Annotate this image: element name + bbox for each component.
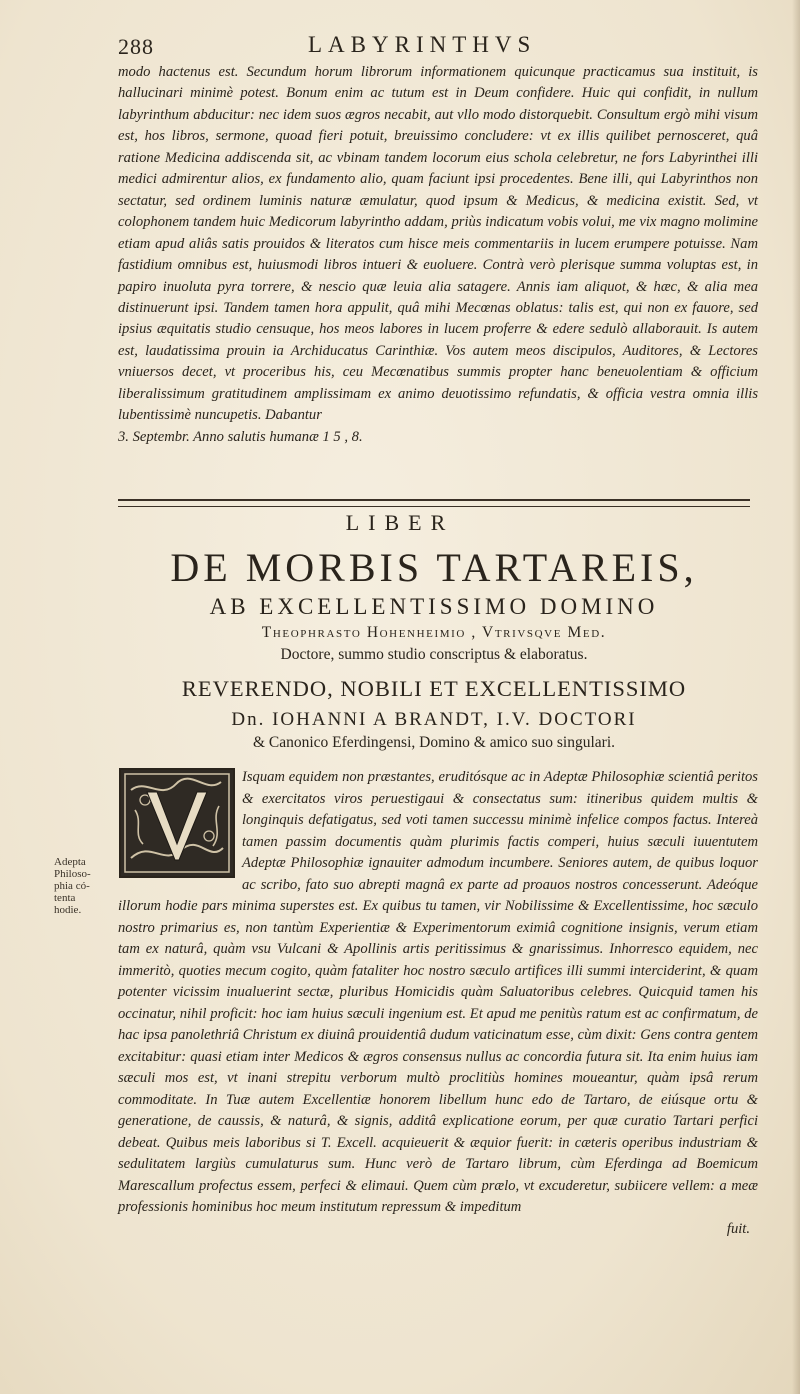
dedication-heading: REVERENDO, NOBILI ET EXCELLENTISSIMO xyxy=(181,676,687,701)
section-rule xyxy=(118,499,750,507)
title-main: DE MORBIS TARTAREIS, xyxy=(170,545,698,590)
margin-note-line: Philoso- xyxy=(54,868,91,880)
title-author: Theophrasto Hohenheimio , Vtrivsqve Med. xyxy=(261,624,607,641)
folio-number: 288 xyxy=(118,34,154,59)
margin-note-line: phia có- xyxy=(54,880,90,892)
title-liber: LIBER xyxy=(345,510,455,535)
intro-paragraph: modo hactenus est. Secundum horum librorum informationem quicunque practicamus sua instituit, is hallucinari minimè potest. Bonum enim ac tutum est in Deum confidere. Huic qui confidit, in nullum labyrinthum abducitur: nec idem suos ægros necabit, aut vllo modo distorquebit. Consultum ergò mihi visum est, hos libros, sermone, quoad fieri potuit, breuissimo concludere: vt ex illis quilibet pernosceret, quâ ratione Medicina addiscenda sit, ac vbinam tandem locorum eius schola celebretur, ne fors Labyrinthei illi medici admirentur alios, ex fundamento alio, quam faciunt ipsi procedentes. Bene illi, qui Labyrinthos non sectatur, sed ordinem luminis naturæ æmulatur, quod ipsum & Medicus, & medicina existit. Sed, vt colophonem tandem huic Medicorum labyrintho addam, priùs indicatum vobis volui, me vix magno molimine etiam apud aliâs satis prouidos & literatos cum hisce meis commentariis in lucem erumpere potuisse. Nam fastidium omnibus est, huiusmodi libros intueri & euoluere. Contrà verò plerisque summa voluptas est, in papiro inuoluta pyra torrere, & nescio quæ leuia alia satagere. Annis iam aliquot, & hæc, & alia mea distinuerunt ipsi. Tandem tamen hora appulit, quâ mihi Mecœnas oblatus: talis est, qui non ex fauore, sed ipsius æquitatis studio censuque, hos meos labores in lucem proferre & edere sedulò allaborauit. Is autem est, laudatissima prouin ia Archiducatus Carinthiæ. Vos autem meos discipulos, Auditores, & Lectores vniuersos decet, vt proceribus his, ceu Mecœnatibus summis propter hanc beneuolentiam & officium liberalissimum gratitudinem amplissimam ex animo deuotissimo refundatis, & officia vestra omnia illis lubentissimè nuncupetis. Dabantur xyxy=(118,64,758,424)
margin-note-line: Adepta xyxy=(54,856,86,868)
dedicatee-title: & Canonico Eferdingensi, Domino & amico suo singulari. xyxy=(252,734,616,751)
dedication-paragraph xyxy=(118,767,758,1219)
page-edge-shadow xyxy=(792,0,800,1394)
margin-note xyxy=(54,856,114,916)
dedicatee-name: Dn. IOHANNI A BRANDT, I.V. DOCTORI xyxy=(231,709,637,730)
dedication-text-block xyxy=(118,767,758,1240)
running-title: LABYRINTHVS xyxy=(308,32,537,57)
title-doctore: Doctore, summo studio conscriptus & elaboratus. xyxy=(280,646,588,663)
dedication-opening: Isquam equidem non præstantes, eruditósque ac in Adeptæ Philosophiæ scientiâ peritos & exercitatos viros peruestigaui & consectatus sum: itineribus quidem multis & longinquis defatigatus, sed voti tamen successu minimè infelice compos factus. Intereà tamen passim documentis quàm plurimis factis comperi, huius sæculi iuuentutem Adeptæ Philosophiæ ignauiter admodum incumbere. Seniores autem, de quibus loquor ac scribo, fato suo abrepti magnâ ex parte ad proauos nostros concesserunt. Adeóque illorum hodie pars minima superstes est. Ex quibus tu tamen, vir Nobilissime & Excellentissime, hoc sæculo nostro primarius es, non tantùm Experientiæ & Experimentorum eximiâ cognitione insignis, verum etiam tam ex naturâ, quàm vsu Vulcani & Apollinis artis peritissimus & gnarissimus. Inhorresco equidem, nec immeritò, quoties mecum cogito, quàm fataliter hoc nostro sæculo artifices illi summi interciderint, & quam potenter vicissim inualuerint sectæ, pluribus Homicidis quàm Saluatoribus celebres. Quicquid tamen his occinatur, nihil proficit: hoc iam huius sæculi ingenium est. Et apud me penitùs ratum est ac confirmatum, de hac ipsa panolethriâ Christum ex diuinâ prouidentiâ dudum vaticinatum esse, cùm dixit: Gens contra gentem excitabitur: quasi etiam inter Medicos & ægros consensus nullus ac concordia futura sit. Ita enim huius iam sæculi mos est, vt inani strepitu verborum multò proclitiùs homines moueantur, quàm ipsâ rerum commoditate. In Tuæ autem Excellentiæ honorem libellum hunc edo de Tartaro, de eiúsque ortu & generatione, de caussis, & naturâ, & signis, additâ explicatione eorum, per quæ curatio Tartari perfici debeat. Quibus meis laboribus si T. Excell. acquieuerit & æquior fuerit: in cæteris operibus industriam & sedulitatem largiùs cumulaturus sum. Hunc verò de Tartaro librum, cùm Eferdinga ad Boemicum Marescallum profectus essem, perfeci & elimaui. Quem cùm prælo, vt excuderetur, subiicere vellem: a meæ professionis hominibus hoc meum institutum repressum & impeditum xyxy=(118,769,758,1215)
dedication-closing: fuit. xyxy=(726,1220,750,1237)
intro-date: 3. Septembr. Anno salutis humanæ 1 5 , 8. xyxy=(118,428,363,445)
initial-spacer xyxy=(118,767,242,879)
margin-note-line: hodie. xyxy=(54,904,82,916)
title-ab: AB EXCELLENTISSIMO DOMINO xyxy=(209,594,659,619)
intro-text-block xyxy=(118,62,758,448)
page-header xyxy=(118,30,758,60)
margin-note-line: tenta xyxy=(54,892,76,904)
